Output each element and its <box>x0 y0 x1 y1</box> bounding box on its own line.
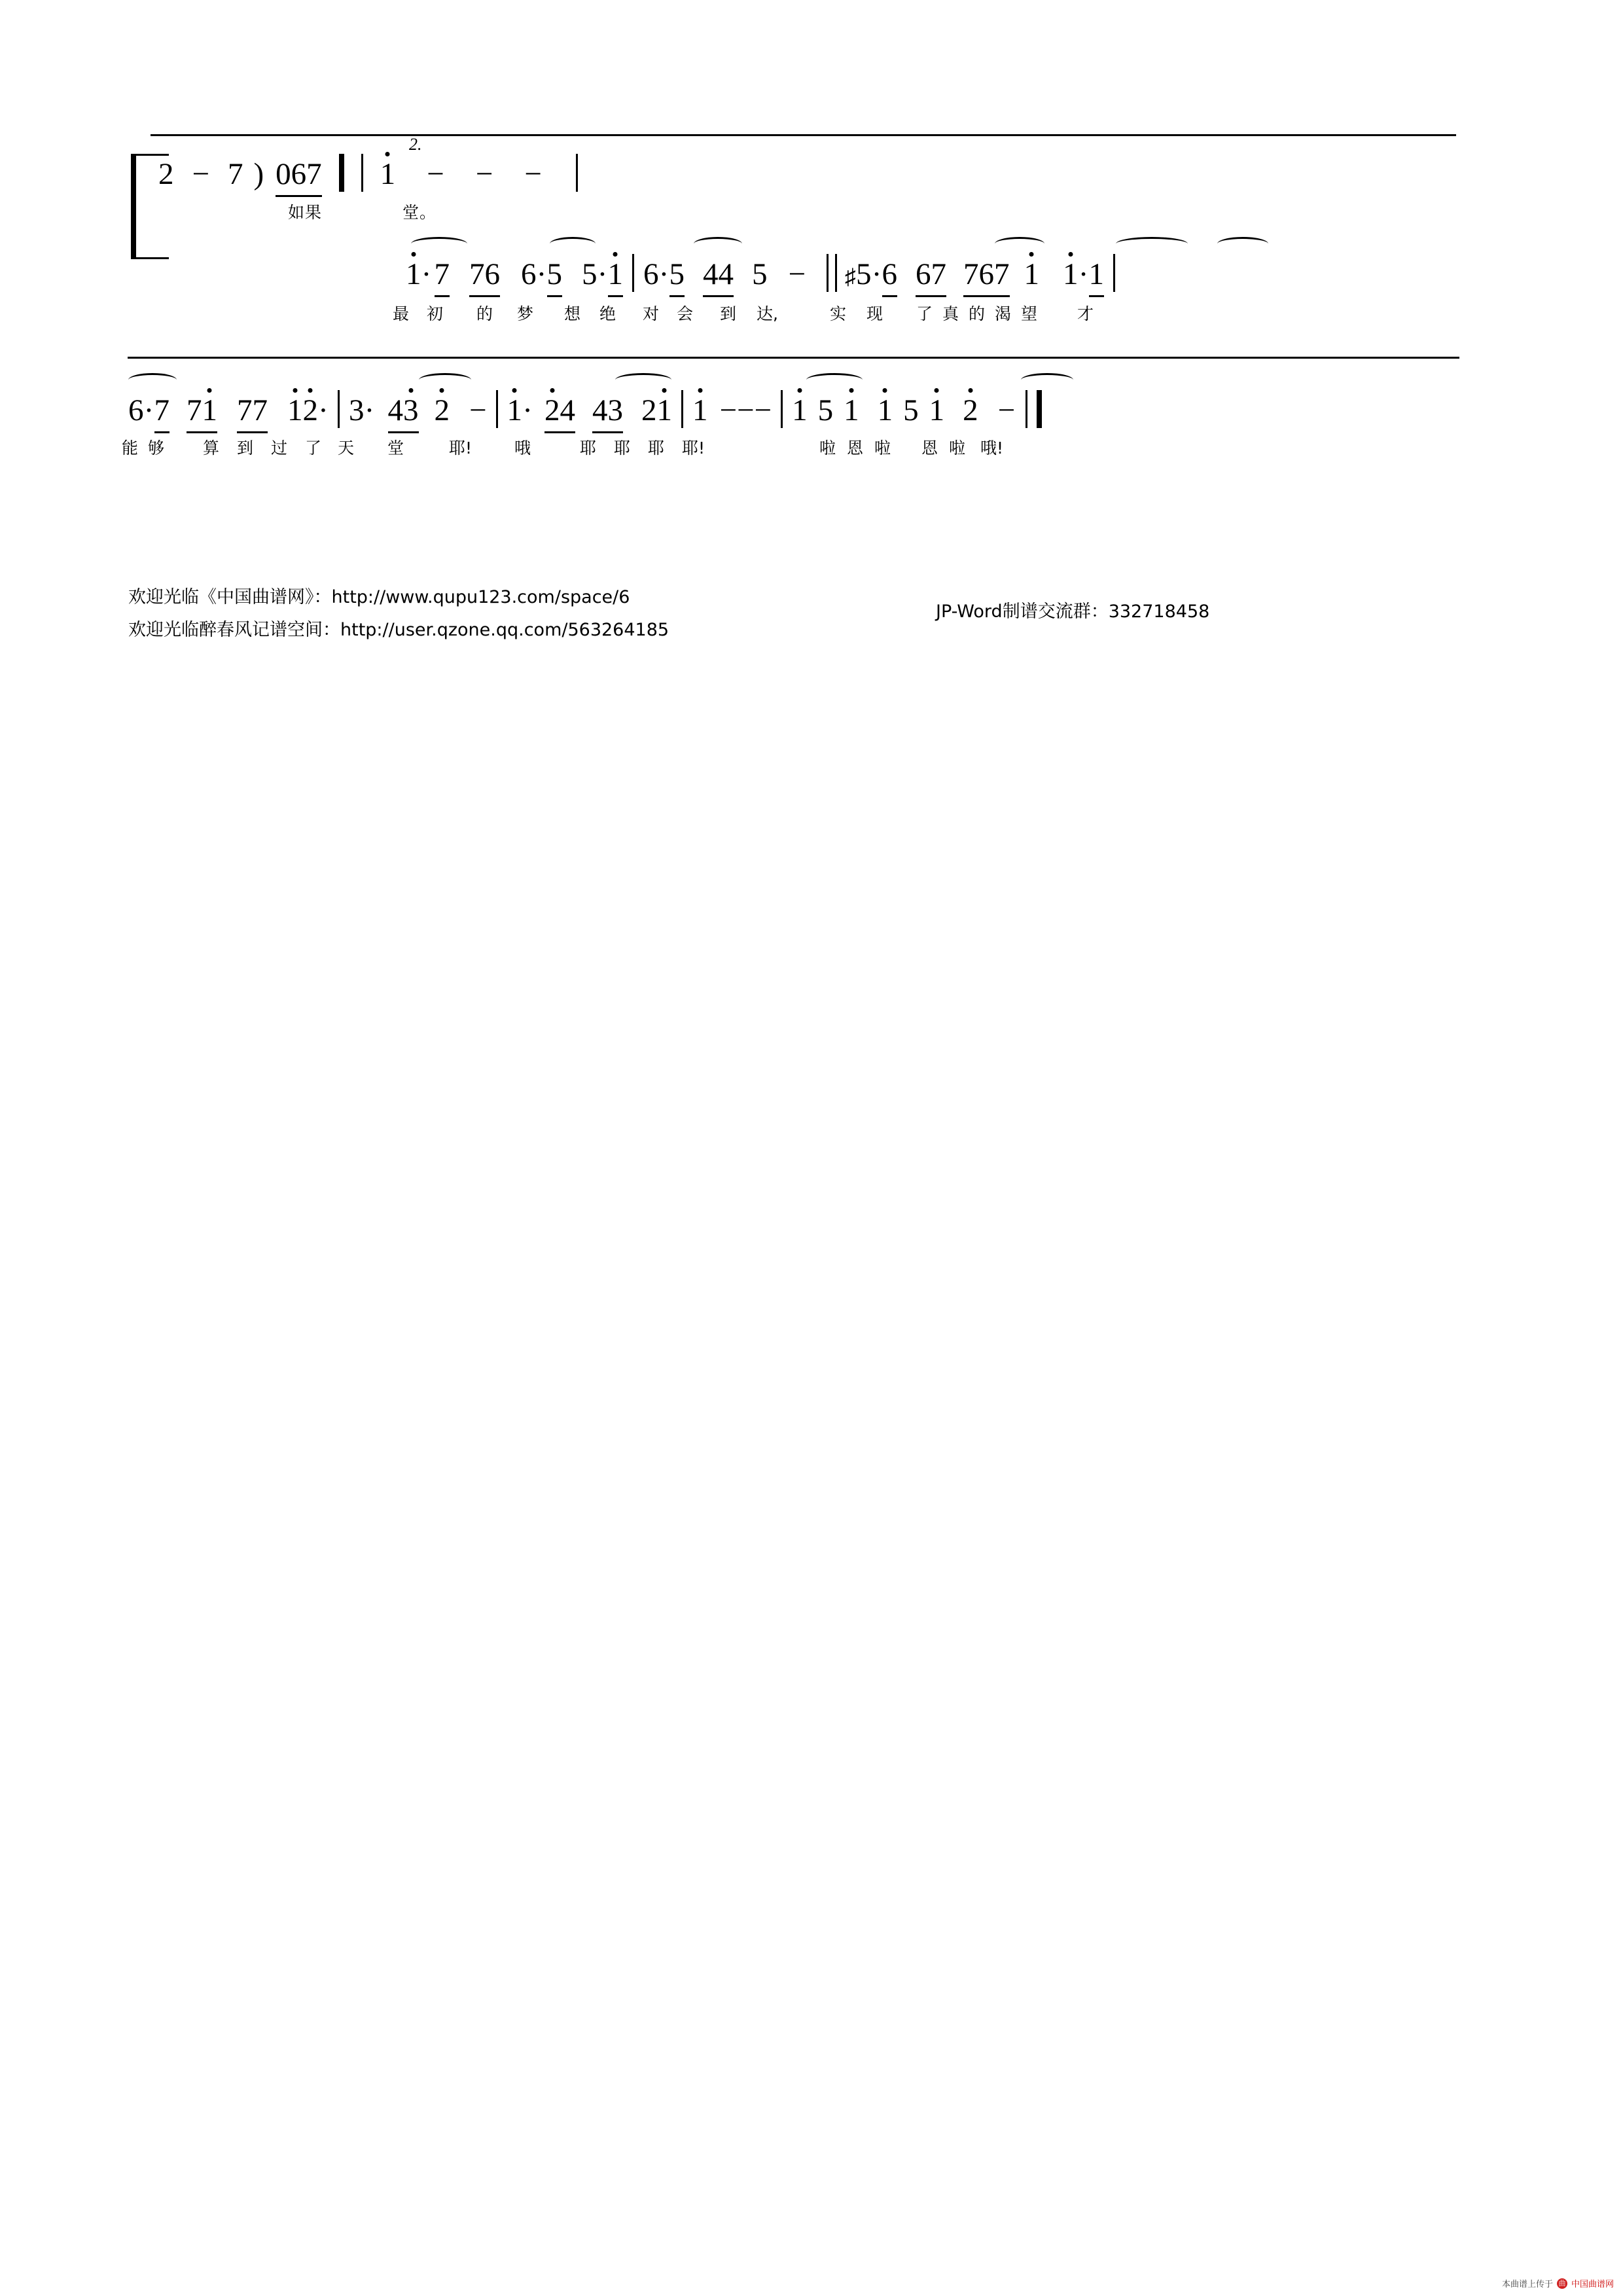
lyric-char: 恩 <box>847 439 864 457</box>
lyric-char: 耶! <box>449 439 473 457</box>
watermark-site: 中国曲谱网 <box>1571 2280 1614 2289</box>
note-beamed: 3 <box>403 391 419 433</box>
lyric-text: 堂。 <box>402 203 437 222</box>
lyric-char: 算 <box>203 439 220 457</box>
dot-extend: · <box>421 257 432 291</box>
slur <box>1116 237 1188 251</box>
qupu-logo-icon: 曲 <box>1557 2278 1567 2289</box>
lyric-char: 啦 <box>819 439 836 457</box>
note-beamed: 1 <box>202 391 218 433</box>
lyric-char: 了 <box>305 439 322 457</box>
dot-extend: · <box>318 393 329 427</box>
lyric-char: 真 <box>942 304 959 323</box>
lyric-char: 想 <box>564 304 581 323</box>
dot-extend: · <box>522 393 533 427</box>
note-beamed: 7 <box>435 255 450 297</box>
lyric-char: 耶 <box>580 439 597 457</box>
slur <box>411 237 467 251</box>
note: 6 <box>128 393 144 427</box>
note: − <box>737 393 755 427</box>
double-barline <box>827 254 837 292</box>
note: 6 <box>643 257 659 291</box>
lyric-char: 恩 <box>921 439 938 457</box>
note: − <box>192 157 210 191</box>
lyric-char: 啦 <box>949 439 966 457</box>
ending-2-label: 2. <box>409 135 422 154</box>
lyric-char: 绝 <box>599 304 616 323</box>
dot-extend: · <box>143 393 154 427</box>
lyric-char: 到 <box>237 439 254 457</box>
note-beamed: 7 <box>963 255 979 297</box>
lyric-char: 够 <box>148 439 165 457</box>
note: 2 <box>641 393 657 427</box>
lyric-char: 才 <box>1077 304 1094 323</box>
barline <box>681 390 683 428</box>
note-beamed: 4 <box>719 255 734 297</box>
note: 6 <box>521 257 537 291</box>
lyric-char: 梦 <box>517 304 534 323</box>
note: 1 <box>657 391 673 430</box>
note: 1 <box>878 391 893 430</box>
barline <box>781 390 783 428</box>
lyric-char: 会 <box>677 304 694 323</box>
note: − <box>475 157 493 191</box>
lyric-char: 现 <box>866 304 883 323</box>
slur <box>806 373 863 387</box>
slur <box>1021 373 1073 387</box>
footer-right: JP-Word制谱交流群：332718458 <box>936 601 1210 622</box>
note-beamed: 6 <box>485 255 501 297</box>
note-beamed: 4 <box>592 391 608 433</box>
note: 1 <box>287 391 303 430</box>
note-beamed: 0 <box>276 154 291 197</box>
lyric-char: 堂 <box>387 439 404 457</box>
note: − <box>524 157 542 191</box>
note-beamed: 6 <box>291 154 307 197</box>
note: 7 <box>228 157 243 191</box>
barline <box>496 390 498 428</box>
system-3-top-rule <box>128 357 1459 359</box>
note: − <box>754 393 772 427</box>
note: 1 <box>792 391 808 430</box>
note: 5 <box>903 393 919 427</box>
dot-extend: · <box>536 257 547 291</box>
lyric-char: 望 <box>1021 304 1038 323</box>
system-3-notes <box>128 390 1042 433</box>
lyric-char: 天 <box>338 439 355 457</box>
footer-line-1: 欢迎光临《中国曲谱网》：http://www.qupu123.com/space/6 <box>128 587 630 607</box>
dot-extend: · <box>658 257 669 291</box>
note: 2 <box>963 391 978 430</box>
note-beamed: 6 <box>916 255 931 297</box>
lyric-char: 对 <box>643 304 660 323</box>
slur <box>1217 237 1268 251</box>
note: 2 <box>435 391 450 430</box>
note: ) <box>253 157 264 191</box>
footer-line-2: 欢迎光临醉春风记谱空间：http://user.qzone.qq.com/563264185 <box>128 620 669 640</box>
slur <box>995 237 1044 251</box>
barline <box>632 254 634 292</box>
note: 1 <box>929 391 945 430</box>
final-barline <box>1026 390 1042 428</box>
note-beamed: 7 <box>253 391 268 433</box>
lyric-char: 的 <box>476 304 493 323</box>
note: − <box>788 257 806 291</box>
watermark <box>1502 2277 1614 2289</box>
lyric-char: 啦 <box>874 439 891 457</box>
note-beamed: 4 <box>560 391 576 433</box>
dot-extend: · <box>364 393 375 427</box>
note: 1 <box>692 391 708 430</box>
note: − <box>469 393 487 427</box>
note: 1 <box>406 255 421 294</box>
lyric-char: 到 <box>720 304 737 323</box>
note-beamed: 1 <box>608 255 624 297</box>
note: 1 <box>1063 255 1079 294</box>
note: 1 <box>844 391 859 430</box>
note: 5 <box>582 257 597 291</box>
system-2-notes <box>406 254 1122 297</box>
note-beamed: 7 <box>994 255 1010 297</box>
note-beamed: 7 <box>469 255 485 297</box>
note: 2 <box>303 391 319 430</box>
note-beamed: 6 <box>882 255 898 297</box>
note: − <box>427 157 444 191</box>
watermark-text: 本曲谱上传于 <box>1501 2280 1553 2289</box>
note: 2 <box>158 157 174 191</box>
lyric-char: 哦! <box>980 439 1004 457</box>
note-beamed: 7 <box>187 391 202 433</box>
note-beamed: 1 <box>1089 255 1105 297</box>
lyric-char: 最 <box>393 304 410 323</box>
note: − <box>719 393 738 427</box>
lyric-char: 的 <box>969 304 986 323</box>
lyric-text: 如果 <box>288 203 323 222</box>
lyric-char: 实 <box>830 304 847 323</box>
note-beamed: 7 <box>306 154 322 197</box>
slur <box>550 237 596 251</box>
note: 5 <box>856 257 872 291</box>
lyric-char: 耶 <box>614 439 631 457</box>
note-beamed: 7 <box>931 255 947 297</box>
slur <box>128 373 177 387</box>
lyric-char: 渴 <box>995 304 1012 323</box>
note: 5 <box>817 393 834 427</box>
note: 1 <box>1024 255 1040 294</box>
note: 1 <box>507 391 523 430</box>
barline <box>338 390 340 428</box>
lyric-char: 达, <box>757 304 778 323</box>
note-beamed: 5 <box>669 255 685 297</box>
lyric-char: 了 <box>916 304 933 323</box>
slur <box>694 237 742 251</box>
note-beamed: 5 <box>547 255 563 297</box>
slur <box>615 373 671 387</box>
lyric-char: 初 <box>427 304 444 323</box>
note: − <box>997 393 1016 427</box>
slur <box>419 373 471 387</box>
lyric-char: 能 <box>122 439 139 457</box>
dot-extend: · <box>597 257 608 291</box>
note-beamed: 4 <box>703 255 719 297</box>
lyric-char: 耶! <box>682 439 705 457</box>
accidental-sharp: ♯ <box>845 265 857 289</box>
note: 5 <box>752 257 768 291</box>
lyric-char: 哦 <box>514 439 531 457</box>
note: 1 <box>380 154 396 194</box>
barline <box>1113 254 1115 292</box>
note-beamed: 3 <box>608 391 624 433</box>
note-beamed: 7 <box>154 391 170 433</box>
note-beamed: 7 <box>237 391 253 433</box>
dot-extend: · <box>871 257 882 291</box>
note: 3 <box>349 393 365 427</box>
lyric-char: 耶 <box>648 439 665 457</box>
lyric-char: 过 <box>271 439 288 457</box>
note-beamed: 6 <box>979 255 995 297</box>
note-beamed: 2 <box>544 391 560 433</box>
dot-extend: · <box>1078 257 1089 291</box>
note-beamed: 4 <box>388 391 404 433</box>
